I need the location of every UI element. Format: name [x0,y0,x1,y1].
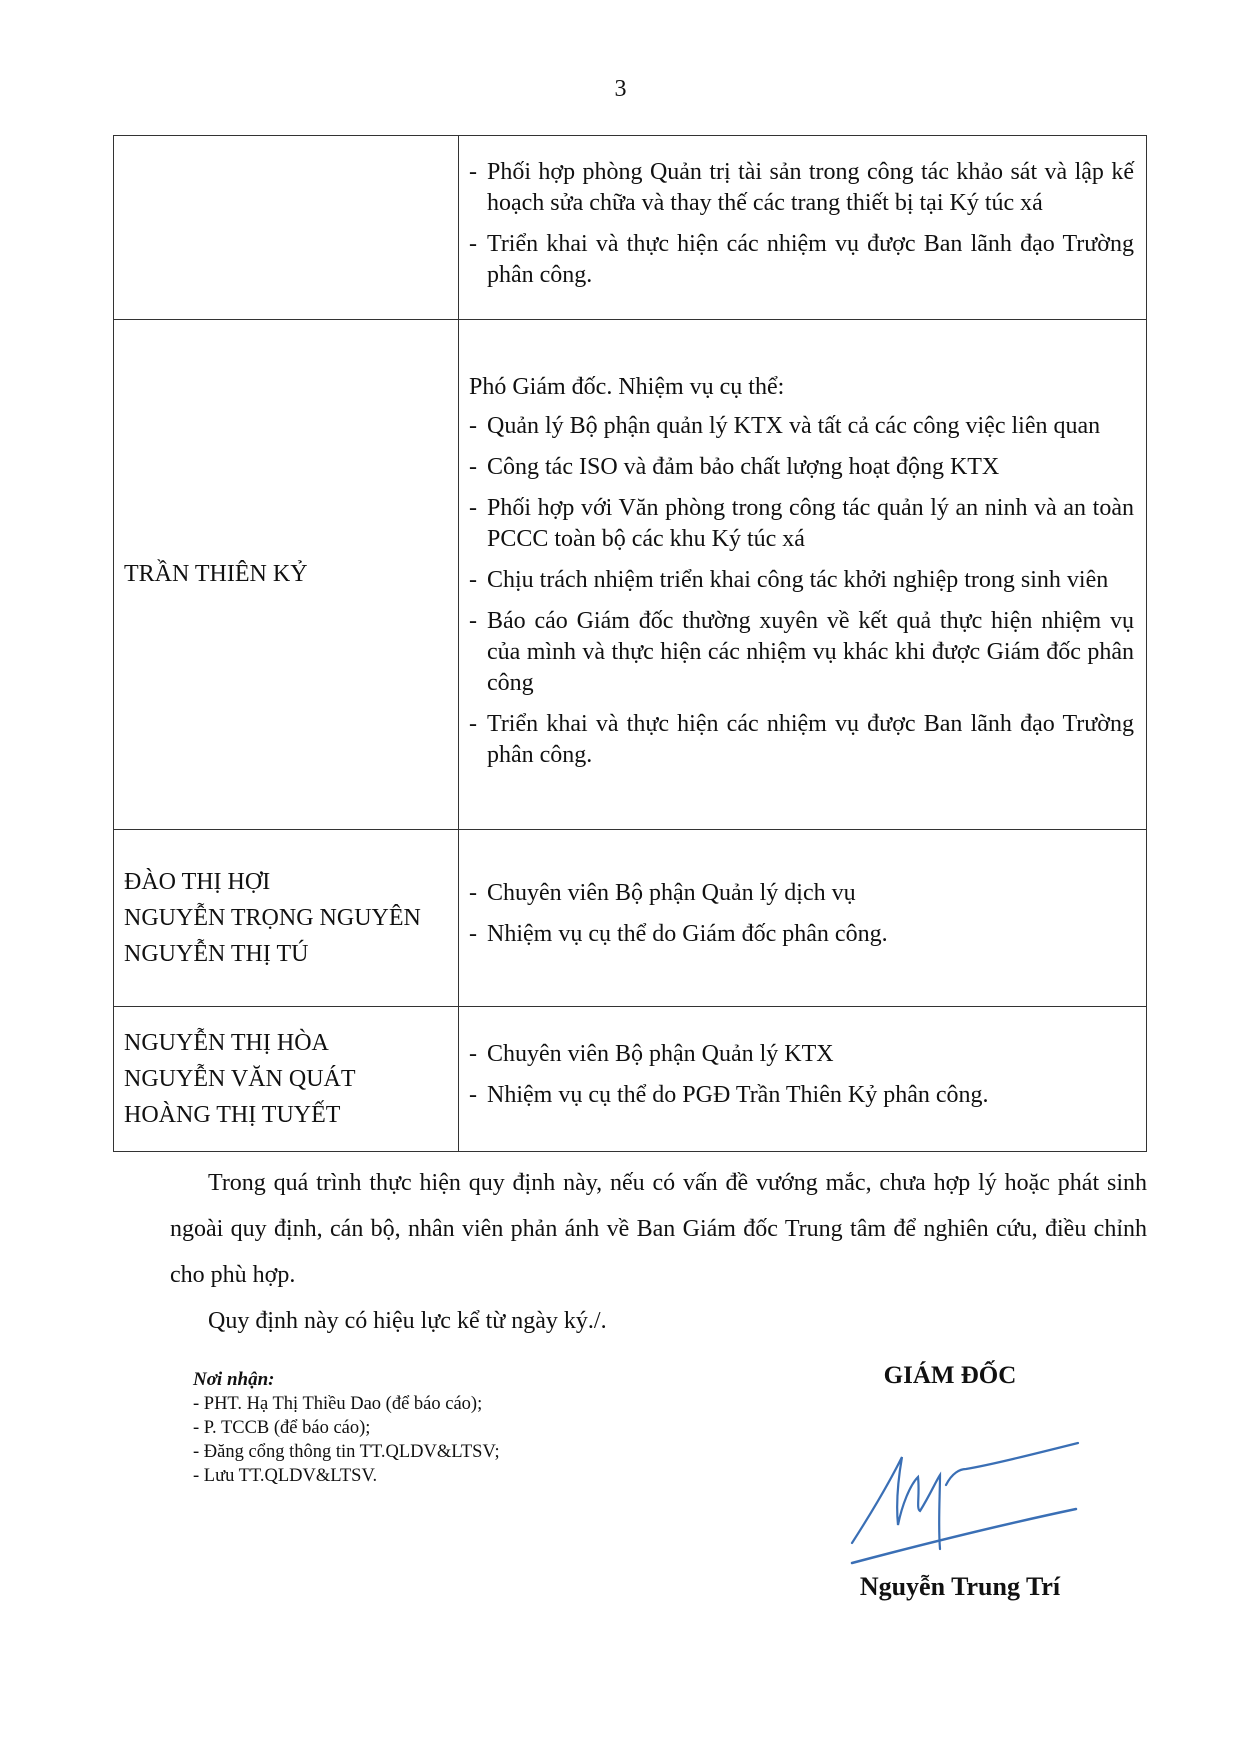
bullet-dash: - [469,608,477,634]
duty-item [469,878,1134,909]
recipients-label: Nơi nhận: [193,1369,275,1390]
bullet-dash: - [469,230,477,257]
duty-text: Chuyên viên Bộ phận Quản lý dịch vụ [487,880,856,906]
duty-text: Nhiệm vụ cụ thể do PGĐ Trần Thiên Kỷ phân công. [487,1082,989,1108]
duty-item [469,1080,1134,1111]
table-row [114,136,1147,320]
staff-name: NGUYỄN TRỌNG NGUYÊN [124,904,421,931]
staff-name: TRẦN THIÊN KỶ [124,561,308,587]
bullet-dash: - [469,1041,477,1067]
duty-text: Chuyên viên Bộ phận Quản lý KTX [487,1041,834,1067]
duty-item [469,565,1134,596]
duties-table [113,135,1147,1152]
signature-image [840,1425,1080,1565]
recipient-item: - P. TCCB (để báo cáo); [193,1418,371,1438]
page-number: 3 [614,76,627,102]
duty-text: Triển khai và thực hiện các nhiệm vụ được Ban lãnh đạo Trường phân công. [487,711,1134,768]
staff-name: NGUYỄN THỊ HÒA [124,1029,329,1056]
duty-item [469,229,1134,291]
table-row [114,830,1147,1007]
duty-text: Triển khai và thực hiện các nhiệm vụ được Ban lãnh đạo Trường phân công. [487,230,1134,288]
staff-name: NGUYỄN THỊ TÚ [124,940,309,967]
closing-paragraph: Trong quá trình thực hiện quy định này, nếu có vấn đề vướng mắc, chưa hợp lý hoặc phát sinh ngoài quy định, cán bộ, nhân viên phản ánh về Ban Giám đốc Trung tâm để nghiên cứu, điều chỉnh cho phù hợp. [170,1170,1147,1288]
bullet-dash: - [469,711,477,737]
duty-item [469,157,1134,219]
duty-text: Chịu trách nhiệm triển khai công tác khởi nghiệp trong sinh viên [487,567,1109,593]
duty-item [469,919,1134,950]
duty-text: Công tác ISO và đảm bảo chất lượng hoạt động KTX [487,454,1000,480]
duties-cell [459,320,1147,830]
signer-name: Nguyễn Trung Trí [859,1572,1061,1601]
role-intro: Phó Giám đốc. Nhiệm vụ cụ thể: [469,374,785,400]
duty-item [469,709,1134,771]
effective-date-paragraph: Quy định này có hiệu lực kể từ ngày ký./. [208,1308,607,1334]
staff-names-cell [114,830,459,1007]
bullet-dash: - [469,454,477,480]
duty-item [469,411,1134,442]
staff-name: NGUYỄN VĂN QUÁT [124,1065,356,1092]
duty-text: Báo cáo Giám đốc thường xuyên về kết quả thực hiện nhiệm vụ của mình và thực hiện các nhiệm vụ khác khi được Giám đốc phân công [487,608,1134,696]
bullet-dash: - [469,921,477,947]
table-row [114,1007,1147,1152]
staff-name: ĐÀO THỊ HỢI [124,868,271,895]
bullet-dash: - [469,413,477,439]
recipient-item: - Lưu TT.QLDV&LTSV. [193,1466,378,1486]
duty-text: Quản lý Bộ phận quản lý KTX và tất cả các công việc liên quan [487,413,1101,439]
duty-item [469,1039,1134,1070]
bullet-dash: - [469,567,477,593]
bullet-dash: - [469,880,477,906]
bullet-dash: - [469,1082,477,1108]
duty-item [469,452,1134,483]
recipient-item: - PHT. Hạ Thị Thiều Dao (để báo cáo); [193,1394,483,1414]
duty-text: Nhiệm vụ cụ thể do Giám đốc phân công. [487,921,888,947]
duty-item [469,606,1134,699]
staff-name: HOÀNG THỊ TUYẾT [124,1101,341,1128]
duties-cell [459,136,1147,320]
bullet-dash: - [469,158,477,185]
staff-names-cell [114,136,459,320]
staff-names-cell [114,1007,459,1152]
signatory-title: GIÁM ĐỐC [883,1362,1017,1389]
table-row [114,320,1147,830]
duty-text: Phối hợp với Văn phòng trong công tác quản lý an ninh và an toàn PCCC toàn bộ các khu Ký túc xá [487,495,1134,552]
bullet-dash: - [469,495,477,521]
staff-names-cell [114,320,459,830]
signature-underline [852,1509,1076,1563]
duty-text: Phối hợp phòng Quản trị tài sản trong công tác khảo sát và lập kế hoạch sửa chữa và thay thế các trang thiết bị tại Ký túc xá [487,158,1134,216]
duty-item [469,493,1134,555]
duties-cell [459,1007,1147,1152]
recipients-block [193,1368,500,1488]
recipient-item: - Đăng cổng thông tin TT.QLDV&LTSV; [193,1442,500,1462]
duties-cell [459,830,1147,1007]
